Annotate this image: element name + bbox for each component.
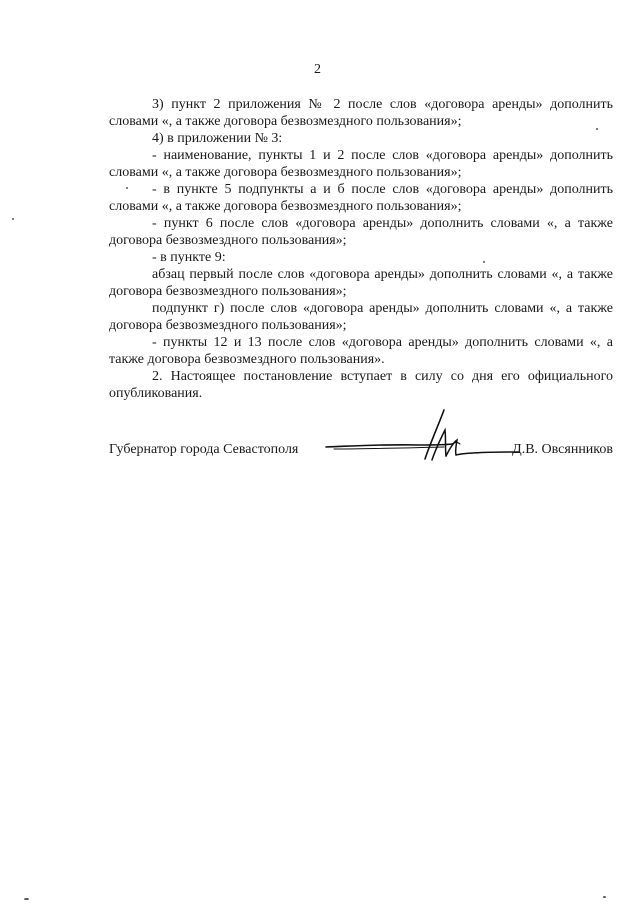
paragraph-item-4: 4) в приложении № 3: [152,131,283,146]
signature-block [109,438,613,462]
paragraph-effective-date: 2. Настоящее постановление вступает в силу со дня его официального опубликования. [109,369,613,401]
subitem-points-12-13: - пункты 12 и 13 после слов «договора аренды» дополнить словами «, а также договора безвозмездного пользования». [109,335,613,367]
subitem-point-6: - пункт 6 после слов «договора аренды» дополнить словами «, а также договора безвозмездного пользования»; [109,216,613,248]
subitem-point-9-subpoint-g: подпункт г) после слов «договора аренды» дополнить словами «, а также договора безвозмездного пользования»; [109,301,613,333]
subitem-point-9-paragraph-1: абзац первый после слов «договора аренды» дополнить словами «, а также договора безвозмездного пользования»; [109,267,613,299]
subitem-name-points-1-2: - наименование, пункты 1 и 2 после слов «договора аренды» дополнить словами «, а также договора безвозмездного пользования»; [109,148,613,180]
handwritten-signature [324,404,539,464]
scan-speck [12,218,14,220]
page-number: 2 [314,62,321,77]
scan-speck [603,896,606,898]
scan-speck [126,187,128,189]
signatory-name: Д.В. Овсянников [512,442,613,457]
signatory-title: Губернатор города Севастополя [109,442,299,457]
document-body [109,96,613,402]
scan-speck [596,128,598,130]
subitem-point-5: - в пункте 5 подпункты а и б после слов «договора аренды» дополнить словами «, а также договора безвозмездного пользования»; [109,182,613,214]
paragraph-item-3: 3) пункт 2 приложения № 2 после слов «договора аренды» дополнить словами «, а также договора безвозмездного пользования»; [109,97,613,129]
scan-speck [24,898,29,900]
subitem-point-9: - в пункте 9: [152,250,226,265]
scan-speck [483,261,485,263]
